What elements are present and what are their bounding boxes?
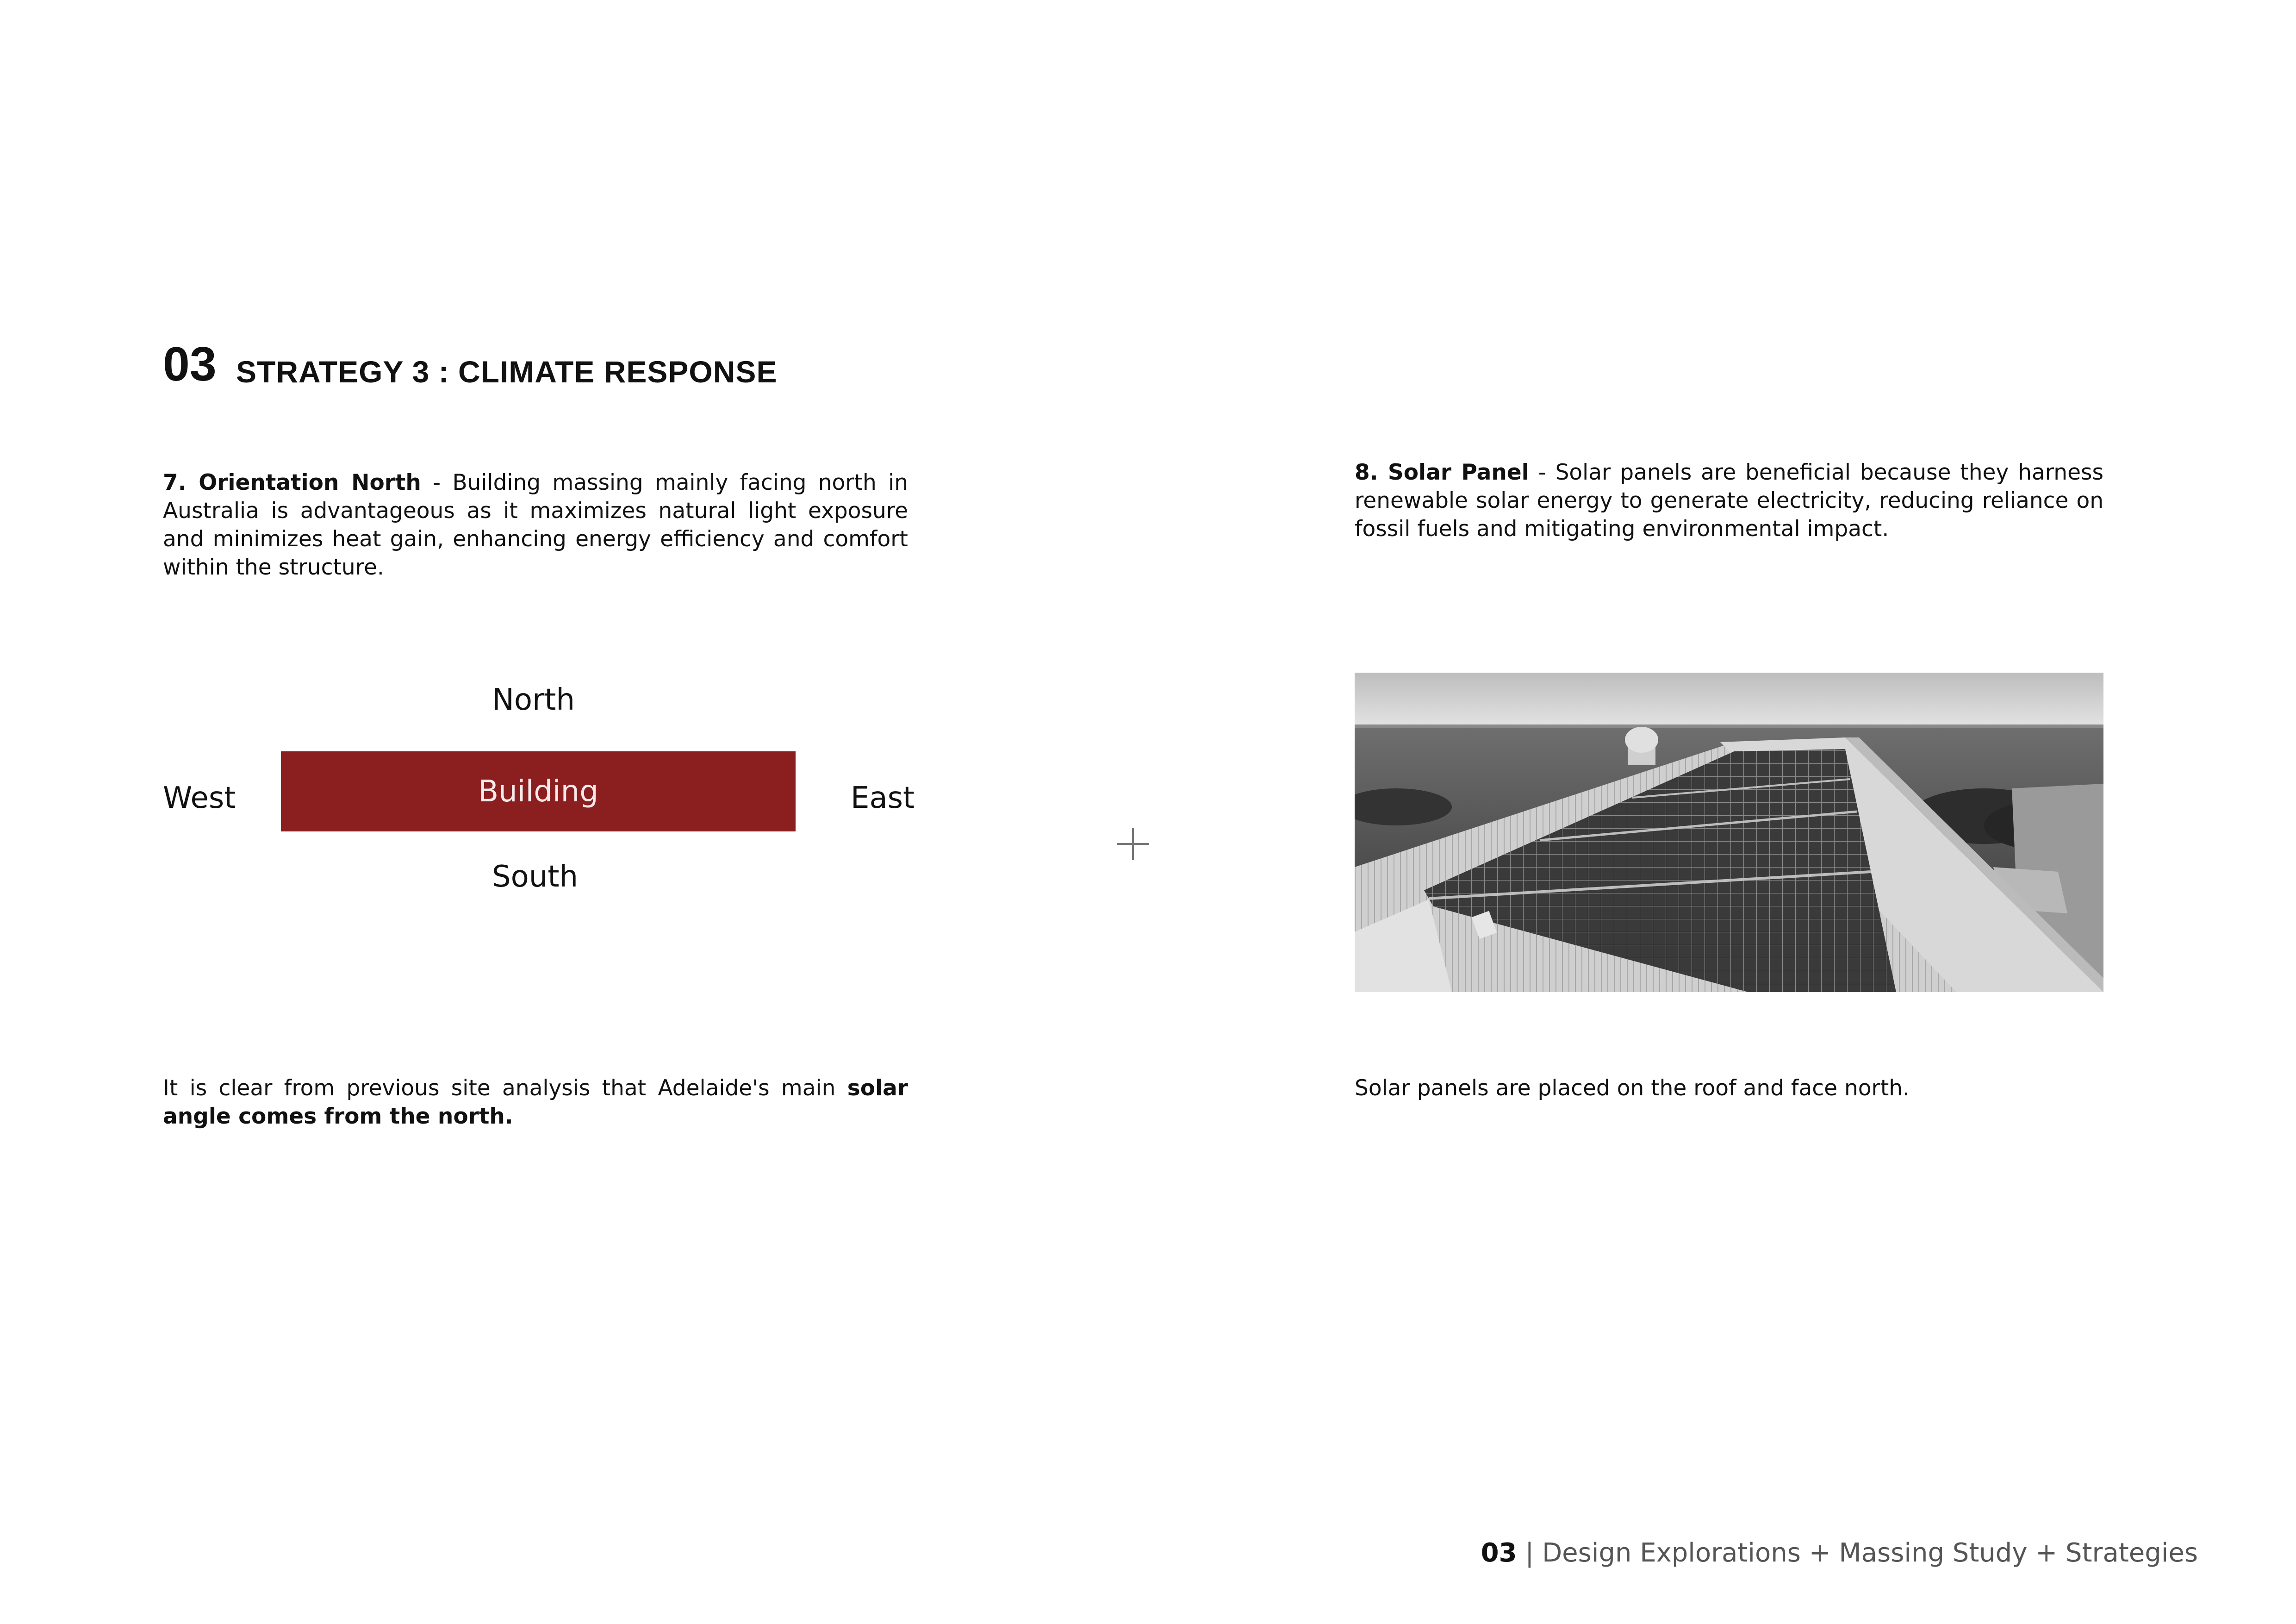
building-label: Building (478, 774, 598, 809)
compass-label-south: South (492, 860, 578, 894)
compass-label-north: North (492, 683, 575, 717)
solar-panel-title: 8. Solar Panel (1355, 460, 1529, 485)
solar-roof-photo (1355, 673, 2103, 992)
solar-panel-body: - Solar panels are beneficial because they harness renewable solar energy to generate electricity, reducing reliance on fossil fuels and mitigating environmental impact. (1355, 460, 2103, 542)
plus-icon (1117, 828, 1149, 860)
orientation-conclusion-bold: solar angle comes from the north. (163, 1075, 908, 1129)
orientation-body: - Building massing mainly facing north in Australia is advantageous as it maximizes natural light exposure and minimizes heat gain, enhancing energy efficiency and comfort within the structure. (163, 470, 908, 580)
orientation-conclusion (163, 1074, 908, 1131)
page-footer (1481, 1540, 2198, 1566)
solar-panel-description (1355, 458, 2103, 543)
orientation-conclusion-text: It is clear from previous site analysis that Adelaide's main (163, 1075, 847, 1101)
footer-section-number: 03 (1481, 1538, 1517, 1568)
section-number: 03 (163, 337, 217, 391)
compass-label-east: East (851, 781, 915, 815)
solar-roof-illustration (1355, 673, 2103, 992)
section-title: STRATEGY 3 : CLIMATE RESPONSE (236, 355, 778, 389)
footer-text: Design Explorations + Massing Study + Strategies (1542, 1538, 2198, 1568)
orientation-description (163, 468, 908, 581)
solar-panel-conclusion: Solar panels are placed on the roof and face north. (1355, 1075, 1910, 1101)
orientation-title: 7. Orientation North (163, 470, 421, 495)
compass-label-west: West (163, 781, 236, 815)
footer-separator: | (1517, 1538, 1543, 1568)
building-block (281, 751, 796, 831)
